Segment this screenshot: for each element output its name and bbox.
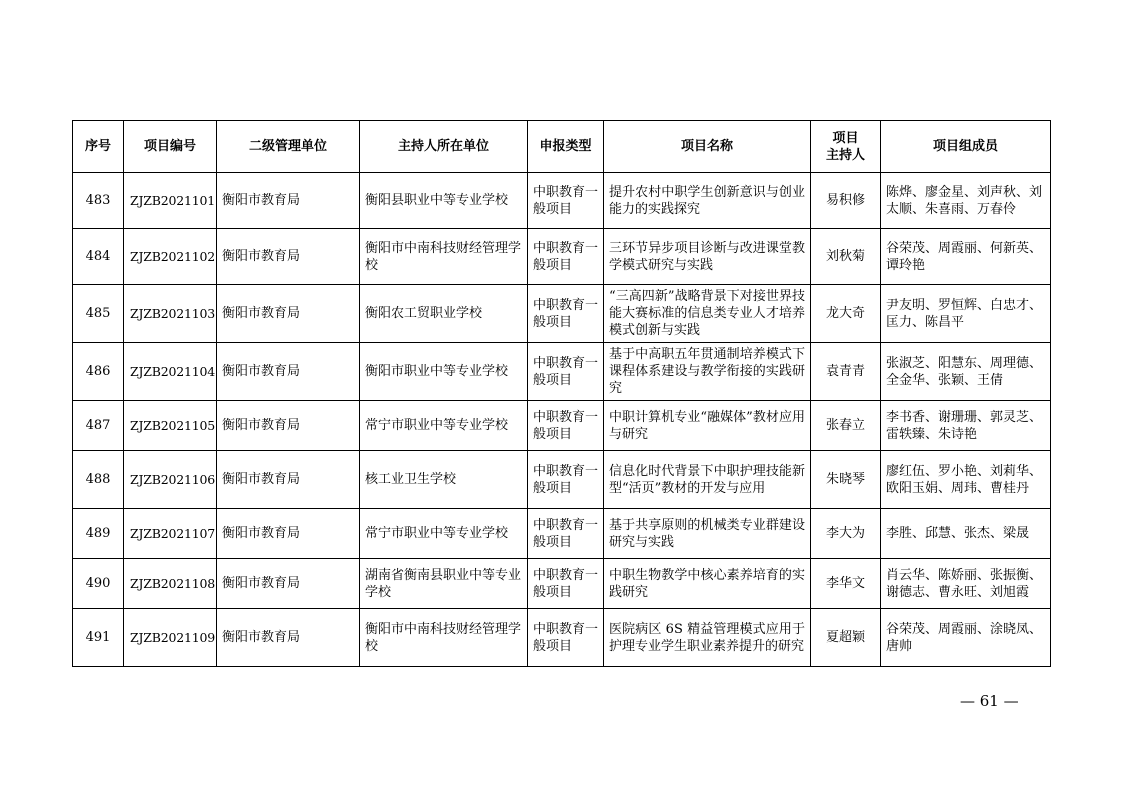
cell-code: ZJZB2021109 <box>124 609 217 667</box>
cell-code: ZJZB2021102 <box>124 229 217 285</box>
table-row <box>73 229 1051 285</box>
cell-org: 衡阳市教育局 <box>217 509 360 559</box>
cell-code: ZJZB2021101 <box>124 173 217 229</box>
cell-name: 基于共享原则的机械类专业群建设研究与实践 <box>604 509 811 559</box>
table-row <box>73 401 1051 451</box>
cell-no: 484 <box>73 229 124 285</box>
cell-type: 中职教育一般项目 <box>528 343 604 401</box>
cell-type: 中职教育一般项目 <box>528 285 604 343</box>
cell-name: 三环节异步项目诊断与改进课堂教学模式研究与实践 <box>604 229 811 285</box>
cell-members: 谷荣茂、周霞丽、何新英、谭玲艳 <box>881 229 1051 285</box>
cell-org: 衡阳市教育局 <box>217 285 360 343</box>
cell-name: 中职计算机专业“融媒体”教材应用与研究 <box>604 401 811 451</box>
cell-host: 易积修 <box>811 173 881 229</box>
cell-name: 提升农村中职学生创新意识与创业能力的实践探究 <box>604 173 811 229</box>
cell-org: 衡阳市教育局 <box>217 173 360 229</box>
cell-host: 朱晓琴 <box>811 451 881 509</box>
table-row <box>73 285 1051 343</box>
cell-host: 袁青青 <box>811 343 881 401</box>
header-row <box>73 121 1051 173</box>
cell-org: 衡阳市教育局 <box>217 609 360 667</box>
cell-no: 490 <box>73 559 124 609</box>
cell-host: 李大为 <box>811 509 881 559</box>
table-row <box>73 451 1051 509</box>
cell-host: 刘秋菊 <box>811 229 881 285</box>
cell-unit: 衡阳市中南科技财经管理学校 <box>360 229 528 285</box>
cell-type: 中职教育一般项目 <box>528 609 604 667</box>
cell-org: 衡阳市教育局 <box>217 451 360 509</box>
table-row <box>73 173 1051 229</box>
cell-members: 谷荣茂、周霞丽、涂晓凤、唐帅 <box>881 609 1051 667</box>
cell-no: 491 <box>73 609 124 667</box>
cell-unit: 衡阳县职业中等专业学校 <box>360 173 528 229</box>
header-no: 序号 <box>73 121 124 173</box>
cell-unit: 衡阳市中南科技财经管理学校 <box>360 609 528 667</box>
cell-code: ZJZB2021108 <box>124 559 217 609</box>
header-unit: 主持人所在单位 <box>360 121 528 173</box>
cell-members: 廖红伍、罗小艳、刘莉华、欧阳玉娟、周玮、曹桂丹 <box>881 451 1051 509</box>
cell-unit: 常宁市职业中等专业学校 <box>360 509 528 559</box>
cell-host: 李华文 <box>811 559 881 609</box>
cell-members: 李胜、邱慧、张杰、梁晟 <box>881 509 1051 559</box>
cell-org: 衡阳市教育局 <box>217 229 360 285</box>
cell-name: 医院病区 6S 精益管理模式应用于护理专业学生职业素养提升的研究 <box>604 609 811 667</box>
table-row <box>73 343 1051 401</box>
cell-no: 489 <box>73 509 124 559</box>
cell-name: 信息化时代背景下中职护理技能新型“活页”教材的开发与应用 <box>604 451 811 509</box>
table-row <box>73 609 1051 667</box>
cell-org: 衡阳市教育局 <box>217 343 360 401</box>
cell-org: 衡阳市教育局 <box>217 559 360 609</box>
cell-members: 尹友明、罗恒辉、白忠才、匡力、陈昌平 <box>881 285 1051 343</box>
cell-name: “三高四新”战略背景下对接世界技能大赛标准的信息类专业人才培养模式创新与实践 <box>604 285 811 343</box>
cell-host: 龙大奇 <box>811 285 881 343</box>
header-members: 项目组成员 <box>881 121 1051 173</box>
cell-code: ZJZB2021104 <box>124 343 217 401</box>
cell-unit: 衡阳农工贸职业学校 <box>360 285 528 343</box>
header-code: 项目编号 <box>124 121 217 173</box>
header-org: 二级管理单位 <box>217 121 360 173</box>
cell-no: 485 <box>73 285 124 343</box>
cell-code: ZJZB2021107 <box>124 509 217 559</box>
project-table <box>72 120 1051 667</box>
cell-unit: 常宁市职业中等专业学校 <box>360 401 528 451</box>
table-row <box>73 509 1051 559</box>
cell-type: 中职教育一般项目 <box>528 509 604 559</box>
cell-type: 中职教育一般项目 <box>528 229 604 285</box>
cell-no: 487 <box>73 401 124 451</box>
cell-members: 肖云华、陈娇丽、张振衡、谢德志、曹永旺、刘旭霞 <box>881 559 1051 609</box>
header-name: 项目名称 <box>604 121 811 173</box>
cell-name: 基于中高职五年贯通制培养模式下课程体系建设与教学衔接的实践研究 <box>604 343 811 401</box>
header-host <box>811 121 881 173</box>
cell-type: 中职教育一般项目 <box>528 173 604 229</box>
cell-members: 陈烨、廖金星、刘声秋、刘太顺、朱喜雨、万春伶 <box>881 173 1051 229</box>
cell-name: 中职生物教学中核心素养培育的实践研究 <box>604 559 811 609</box>
table-row <box>73 559 1051 609</box>
cell-type: 中职教育一般项目 <box>528 559 604 609</box>
cell-unit: 核工业卫生学校 <box>360 451 528 509</box>
cell-type: 中职教育一般项目 <box>528 401 604 451</box>
header-host-line2: 主持人 <box>825 147 865 163</box>
cell-type: 中职教育一般项目 <box>528 451 604 509</box>
cell-org: 衡阳市教育局 <box>217 401 360 451</box>
cell-code: ZJZB2021106 <box>124 451 217 509</box>
header-type: 申报类型 <box>528 121 604 173</box>
cell-no: 488 <box>73 451 124 509</box>
cell-code: ZJZB2021103 <box>124 285 217 343</box>
header-host-line1: 项目 <box>832 130 859 146</box>
cell-no: 486 <box>73 343 124 401</box>
cell-unit: 衡阳市职业中等专业学校 <box>360 343 528 401</box>
cell-no: 483 <box>73 173 124 229</box>
cell-code: ZJZB2021105 <box>124 401 217 451</box>
cell-members: 张淑芝、阳慧东、周理德、全金华、张颖、王倩 <box>881 343 1051 401</box>
page-number: — 61 — <box>960 692 1019 710</box>
cell-unit: 湖南省衡南县职业中等专业学校 <box>360 559 528 609</box>
cell-host: 夏超颖 <box>811 609 881 667</box>
cell-host: 张春立 <box>811 401 881 451</box>
cell-members: 李书香、谢珊珊、郭灵芝、雷轶臻、朱诗艳 <box>881 401 1051 451</box>
